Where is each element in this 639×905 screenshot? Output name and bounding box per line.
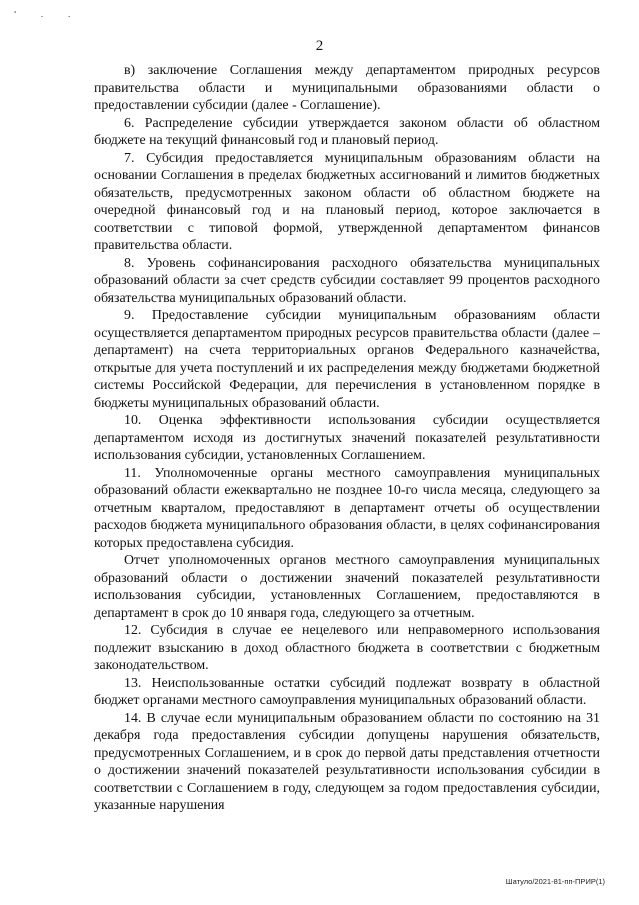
paragraph-11-report: Отчет уполномоченных органов местного самоуправления муниципальных образований области о достижении значений показателей результативности использования субсидии, установленных Соглашением, предоставляются в департамент в срок до 10 января года, следующего за отчетным.: [94, 553, 600, 621]
paragraph-10: 10. Оценка эффективности использования субсидии осуществляется департаментом исходя из достигнутых значений показателей результативности использования субсидии, установленных Соглашением.: [94, 413, 600, 463]
paragraph-14: 14. В случае если муниципальным образованием области по состоянию на 31 декабря года предоставления субсидии допущены нарушения обязательств, предусмотренных Соглашением, и в срок до первой даты представления отчетности о достижении значений показателей результативности использования субсидии в соответствии с Соглашением в году, следующем за годом предоставления субсидии, указанные нарушения: [94, 710, 600, 813]
document-body: [94, 62, 600, 815]
paragraph-8: 8. Уровень софинансирования расходного обязательства муниципальных образований области за счет средств субсидии составляет 99 процентов расходного обязательства муниципальных образований области.: [94, 255, 600, 306]
paragraph-12: 12. Субсидия в случае ее нецелевого или неправомерного использования подлежит взысканию в доход областного бюджета в соответствии с бюджетным законодательством.: [94, 623, 600, 673]
paragraph-7: 7. Субсидия предоставляется муниципальным образованиям области на основании Соглашения в пределах бюджетных ассигнований и лимитов бюджетных обязательств, предусмотренных законом области об областном бюджете на очередной финансовый год и на плановый период, которое заключается в соответствии с типовой формой, утвержденной департаментом финансов правительства области.: [94, 150, 600, 253]
paragraph-5v: в) заключение Соглашения между департаментом природных ресурсов правительства области и муниципальными образованиями области о предоставлении субсидии (далее - Соглашение).: [94, 63, 600, 113]
paragraph-13: 13. Неиспользованные остатки субсидий подлежат возврату в областной бюджет органами местного самоуправления муниципальных образований области.: [94, 675, 600, 708]
paragraph-9: 9. Предоставление субсидии муниципальным образованиям области осуществляется департаментом природных ресурсов правительства области (далее – департамент) на счета территориальных органов Федерального казначейства, открытые для учета поступлений и их распределения между бюджетами бюджетной системы Российской Федерации, для перечисления в установленном порядке в бюджеты муниципальных образований области.: [94, 308, 600, 411]
scan-specks: ' . .: [14, 10, 82, 19]
paragraph-11: 11. Уполномоченные органы местного самоуправления муниципальных образований области ежеквартально не позднее 10-го числа месяца, следующего за отчетным кварталом, предоставляют в департамент отчеты об осуществлении расходов бюджета муниципального образования области, в целях софинансирования которых предоставлена субсидия.: [94, 465, 600, 551]
document-footer-code: Шатуло/2021-81-пп-ПРИР(1): [505, 877, 605, 886]
page-number: 2: [315, 38, 324, 54]
paragraph-6: 6. Распределение субсидии утверждается законом области об областном бюджете на текущий финансовый год и плановый период.: [94, 115, 600, 148]
